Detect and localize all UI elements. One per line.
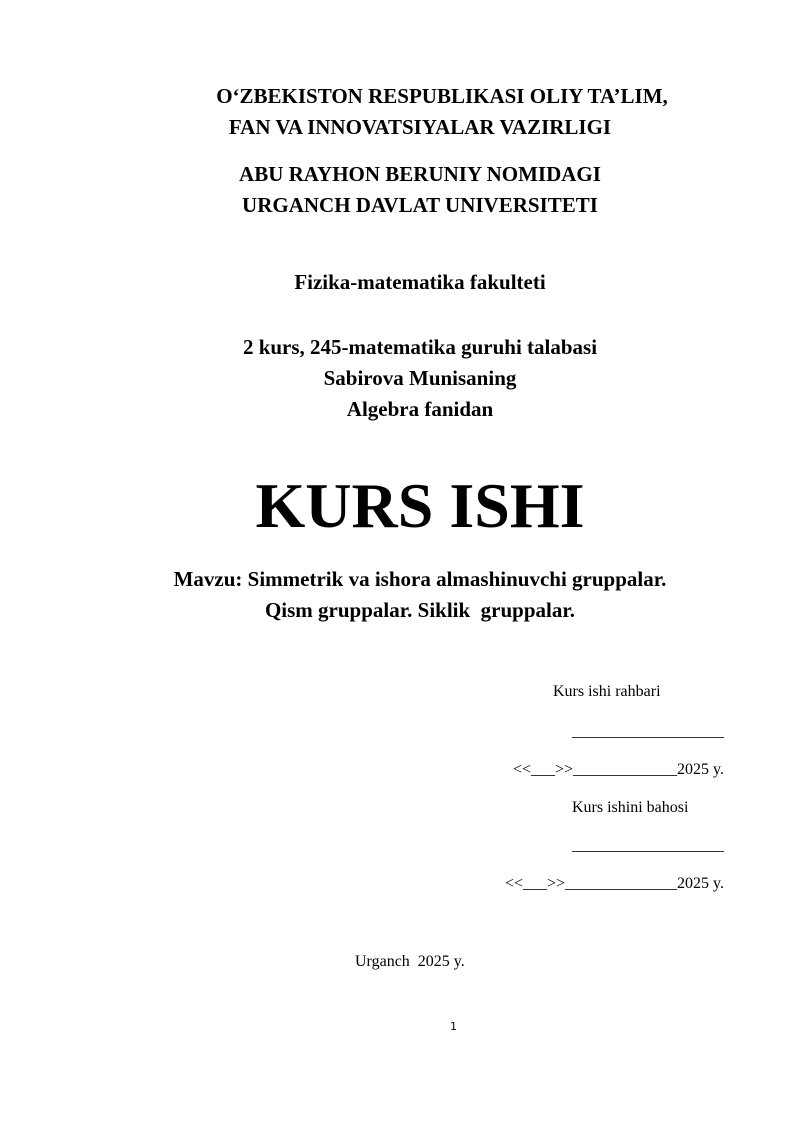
grade-date: <<___>>______________2025 y. bbox=[504, 875, 724, 892]
grade-signature-line: ___________________ bbox=[572, 837, 724, 854]
student-name: Sabirova Munisaning bbox=[323, 366, 517, 390]
grade-label: Kurs ishini bahosi bbox=[572, 799, 689, 816]
supervisor-signature-line: ___________________ bbox=[572, 723, 724, 740]
page-number: 1 bbox=[450, 1020, 457, 1033]
supervisor-label: Kurs ishi rahbari bbox=[553, 683, 661, 700]
ministry-line-1: O‘ZBEKISTON RESPUBLIKASI OLIY TA’LIM, bbox=[216, 84, 668, 108]
supervisor-date: <<___>>_____________2025 y. bbox=[512, 761, 724, 778]
topic-line-1: Mavzu: Simmetrik va ishora almashinuvchi gruppalar. bbox=[173, 567, 667, 591]
subject: Algebra fanidan bbox=[346, 397, 494, 421]
student-group: 2 kurs, 245-matematika guruhi talabasi bbox=[242, 335, 598, 359]
university-line-1: ABU RAYHON BERUNIY NOMIDAGI bbox=[239, 162, 601, 186]
faculty: Fizika-matematika fakulteti bbox=[294, 270, 546, 294]
university-line-2: URGANCH DAVLAT UNIVERSITETI bbox=[242, 193, 598, 217]
document-title: KURS ISHI bbox=[255, 470, 585, 541]
ministry-line-2: FAN VA INNOVATSIYALAR VAZIRLIGI bbox=[228, 115, 612, 139]
topic-line-2: Qism gruppalar. Siklik gruppalar. bbox=[264, 598, 576, 622]
place-year: Urganch 2025 y. bbox=[355, 953, 465, 970]
